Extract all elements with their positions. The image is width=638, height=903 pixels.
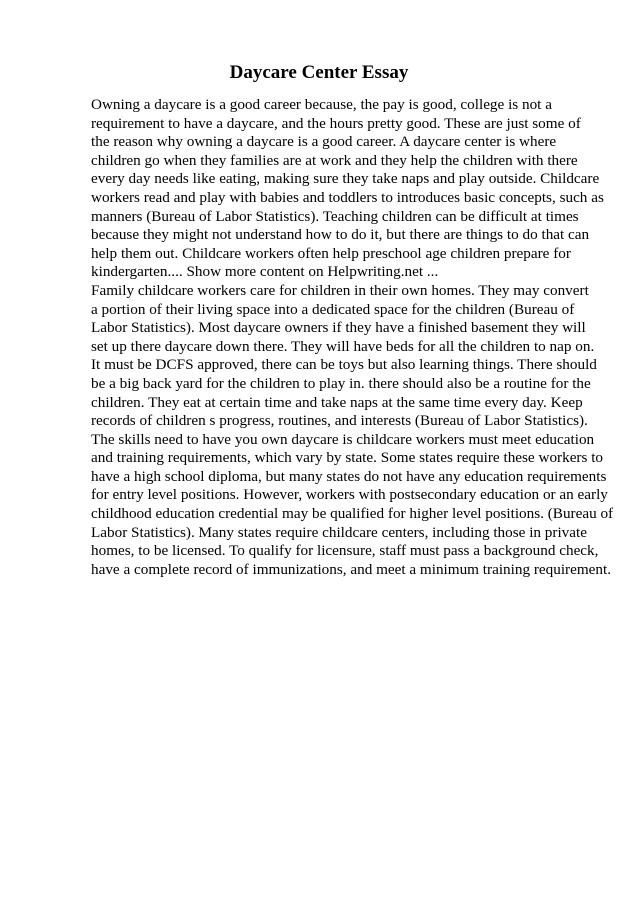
essay-line: Labor Statistics). Most daycare owners if they have a finished basement they will <box>91 319 586 337</box>
essay-line: because they might not understand how to do it, but there are things to do that can <box>91 226 590 244</box>
essay-line: requirement to have a daycare, and the hours pretty good. These are just some of <box>91 114 581 132</box>
essay-line: the reason why owning a daycare is a good career. A daycare center is where <box>91 133 557 151</box>
document-title: Daycare Center Essay <box>229 62 409 83</box>
essay-line: homes, to be licensed. To qualify for licensure, staff must pass a background check, <box>91 542 599 560</box>
essay-line: have a complete record of immunizations, and meet a minimum training requirement. <box>91 560 612 578</box>
essay-line: childhood education credential may be qualified for higher level positions. (Bureau of <box>91 505 614 523</box>
essay-line: The skills need to have you own daycare is childcare workers must meet education <box>91 430 595 448</box>
essay-line: children go when they families are at work and they help the children with there <box>91 151 578 169</box>
essay-line: workers read and play with babies and toddlers to introduces basic concepts, such as <box>91 188 604 206</box>
essay-line: have a high school diploma, but many states do not have any education requirements <box>91 467 607 485</box>
essay-line: Labor Statistics). Many states require childcare centers, including those in private <box>91 523 587 541</box>
essay-line: It must be DCFS approved, there can be toys but also learning things. There should <box>91 356 597 374</box>
essay-line: children. They eat at certain time and take naps at the same time every day. Keep <box>91 393 583 411</box>
essay-line: and training requirements, which vary by state. Some states require these workers to <box>91 449 604 467</box>
essay-line: Family childcare workers care for children in their own homes. They may convert <box>91 281 589 299</box>
essay-body <box>91 96 614 579</box>
essay-line: records of children s progress, routines, and interests (Bureau of Labor Statistics). <box>91 412 588 430</box>
essay-line: help them out. Childcare workers often help preschool age children prepare for <box>91 244 571 262</box>
essay-line: manners (Bureau of Labor Statistics). Teaching children can be difficult at times <box>91 207 579 225</box>
essay-line: kindergarten.... Show more content on Helpwriting.net ... <box>91 263 439 281</box>
essay-line: every day needs like eating, making sure they take naps and play outside. Childcare <box>91 170 600 188</box>
essay-line: for entry level positions. However, workers with postsecondary education or an early <box>91 486 608 504</box>
essay-line: be a big back yard for the children to play in. there should also be a routine for the <box>91 374 591 392</box>
essay-line: set up there daycare down there. They will have beds for all the children to nap on. <box>91 337 595 355</box>
essay-line: Owning a daycare is a good career because, the pay is good, college is not a <box>91 96 552 113</box>
essay-line: a portion of their living space into a dedicated space for the children (Bureau of <box>91 300 575 318</box>
